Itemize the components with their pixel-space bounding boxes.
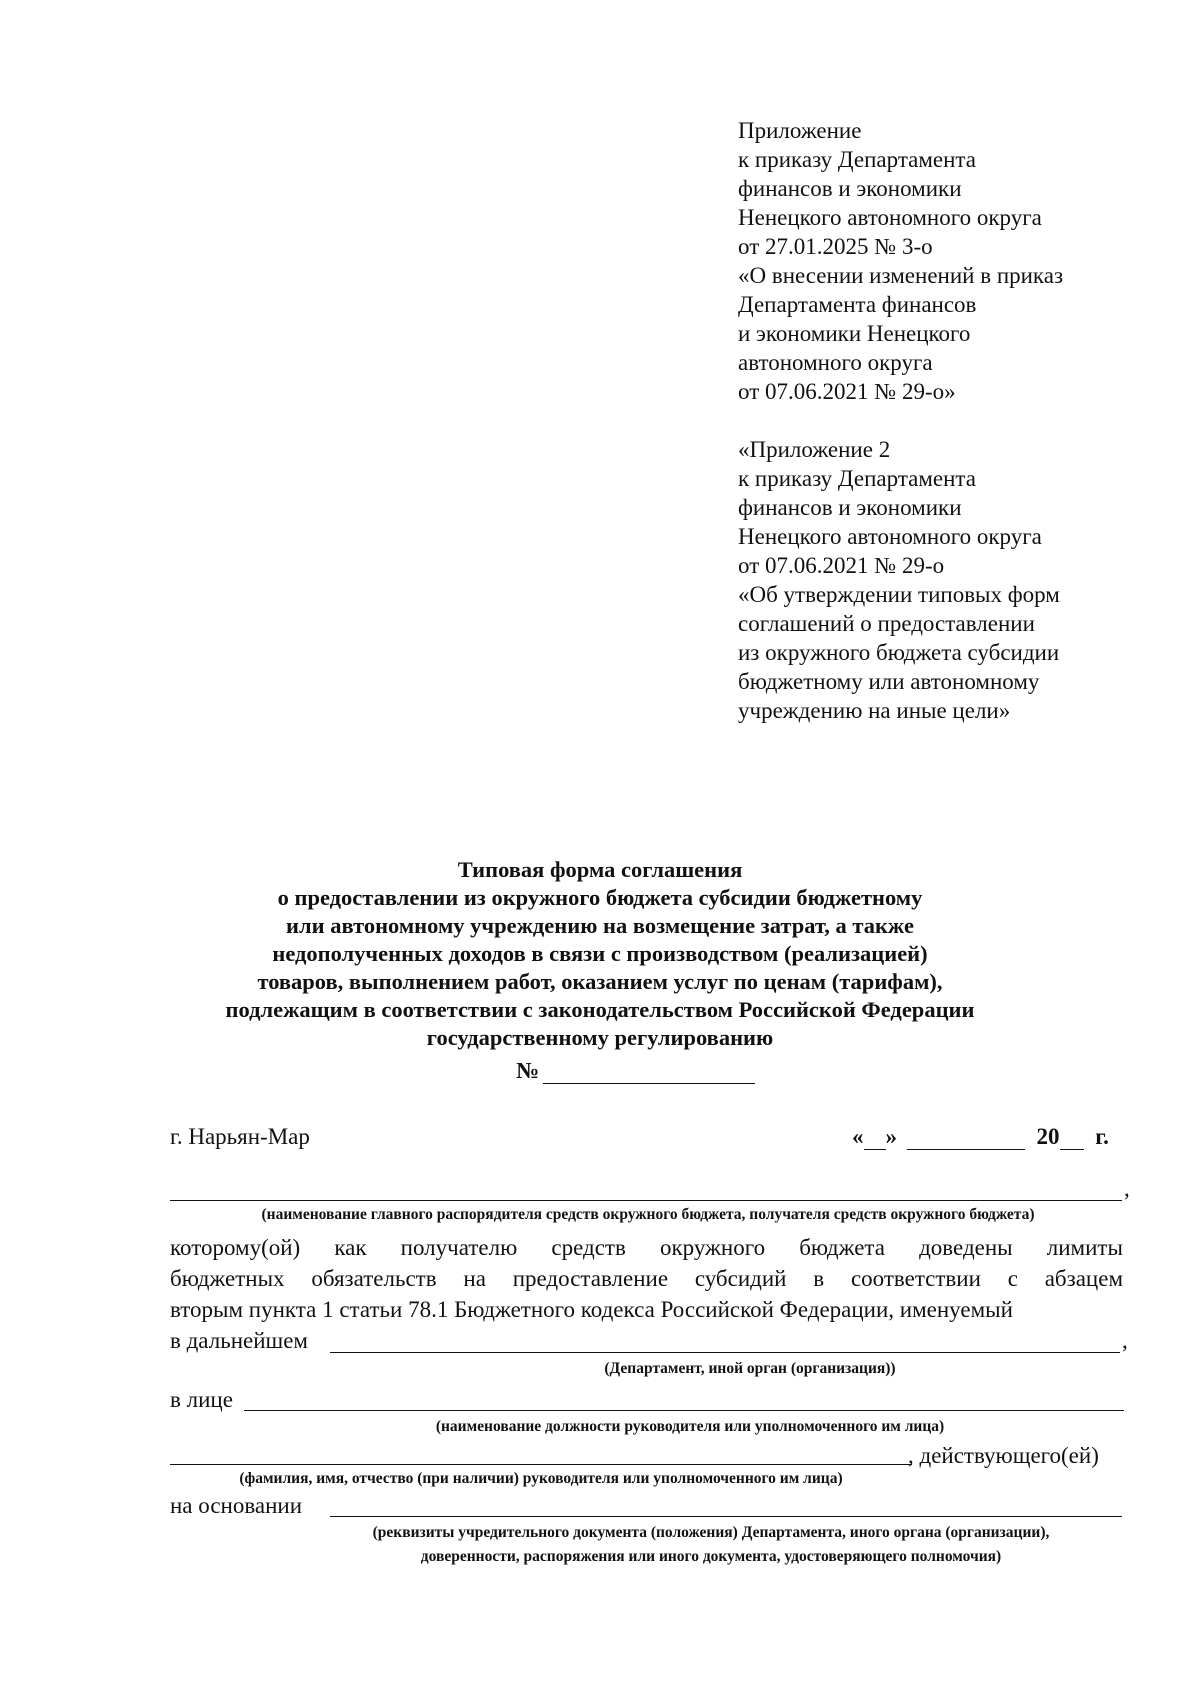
date-open-quote: « <box>852 1124 864 1149</box>
appendix-line: финансов и экономики <box>738 176 962 201</box>
appendix2-line: «Об утверждении типовых форм <box>738 582 1060 607</box>
date-line <box>852 1124 1109 1150</box>
title-line: Типовая форма соглашения <box>457 857 743 882</box>
basis-label: на основании <box>170 1493 303 1518</box>
appendix-reference <box>738 116 1168 725</box>
fullname-blank <box>170 1464 912 1465</box>
place: г. Нарьян-Мар <box>170 1124 310 1149</box>
title-line: товаров, выполнением работ, оказанием услуг по ценам (тарифам), <box>257 969 943 994</box>
appendix-line: к приказу Департамента <box>738 147 976 172</box>
appendix-line: Департамента финансов <box>738 292 977 317</box>
date-close-quote: » <box>885 1124 897 1149</box>
paragraph-1 <box>170 1232 1123 1356</box>
year-suffix: г. <box>1095 1124 1109 1149</box>
document-title <box>150 856 1050 1052</box>
appendix2-line: финансов и экономики <box>738 495 962 520</box>
appendix2-line: «Приложение 2 <box>738 437 891 462</box>
title-line: подлежащим в соответствии с законодательством Российской Федерации <box>225 997 975 1022</box>
year-prefix: 20 <box>1036 1124 1060 1149</box>
in-person-label: в лице <box>170 1387 233 1412</box>
appendix2-line: Ненецкого автономного округа <box>738 524 1042 549</box>
appendix-line: от 27.01.2025 № 3-о <box>738 234 933 259</box>
appendix-line: и экономики Ненецкого <box>738 321 971 346</box>
acting-label: , действующего(ей) <box>908 1443 1099 1468</box>
number-blank <box>543 1061 755 1084</box>
paragraph-line: бюджетных обязательств на предоставление субсидий в соответствии с абзацем <box>170 1266 1123 1291</box>
appendix2-line: соглашений о предоставлении <box>738 611 1035 636</box>
agreement-number <box>516 1058 755 1084</box>
appendix2-line: из окружного бюджета субсидии <box>738 640 1060 665</box>
month-blank <box>907 1129 1025 1150</box>
appendix-line: от 07.06.2021 № 29-о» <box>738 379 956 404</box>
appendix-line: автономного округа <box>738 350 933 375</box>
basis-blank <box>330 1516 1122 1517</box>
title-line: или автономному учреждению на возмещение затрат, а также <box>286 913 914 938</box>
paragraph-line: которому(ой) как получателю средств окружного бюджета доведены лимиты <box>170 1235 1123 1260</box>
department-caption: (Департамент, иной орган (организация)) <box>604 1360 896 1377</box>
appendix2-line: к приказу Департамента <box>738 466 976 491</box>
position-blank <box>244 1410 1124 1411</box>
number-label: № <box>516 1058 540 1083</box>
title-line: о предоставлении из окружного бюджета субсидии бюджетному <box>277 885 923 910</box>
basis-caption-2: доверенности, распоряжения или иного документа, удостоверяющего полномочия) <box>420 1548 1002 1565</box>
basis-caption-1: (реквизиты учредительного документа (положения) Департамента, иного органа (организации), <box>372 1524 1050 1541</box>
document-page: Приложение к приказу Департамента финансов и экономики Ненецкого автономного округа от 27.01.2025 № 3-о «О внесении изменений в приказ Департамента финансов и экономики Ненецкого автономного округа от 07.06.2021 № 29-о» «Приложение 2 к приказу Департамента финансов и экономики Ненецкого автономного округа от 07.06.2021 № 29-о «Об утверждении типовых форм соглашений о предоставлении из окружного бюджета субсидии бюджетному или автономному учреждению на иные цели» Типовая форма соглашения о предоставлении из окружного бюджета субсидии бюджетному или автономному учреждению на возмещение затрат, а также недополученных доходов в связи с производством (реализацией) товаров, выполнением работ, оказанием услуг по ценам (тарифам), подлежащим в соответствии с законодательством Российской Федерации государственному регулированию № г. Нарьян-Мар « » 20 г. , (наименование главного распорядителя средств окружного бюджета, получателя средств окружного бюджета) которому(ой) как получателю средств окружного бюджета доведены лимиты бюджетных обязательств на предоставление субсидий в соответствии с абзацем вторым пункта 1 статьи 78.1 Бюджетного кодекса Российской Федерации, именуемый в дальнейшем , (Департамент, иной орган (организация)) в лице (наименование должности руководителя или уполномоченного им лица) , действующего(ей) (фамилия, имя, отчество (при наличии) руководителя или уполномоченного им лица) на основании (реквизиты учредительного документа (положения) Департамента, иного органа (организации), доверенности, распоряжения или иного документа, удостоверяющего полномочия) <box>0 0 1200 1698</box>
fullname-caption: (фамилия, имя, отчество (при наличии) руководителя или уполномоченного им лица) <box>239 1470 843 1487</box>
paragraph-line: в дальнейшем <box>170 1328 308 1353</box>
appendix-line: «О внесении изменений в приказ <box>738 263 1064 288</box>
title-line: недополученных доходов в связи с производством (реализацией) <box>272 941 928 966</box>
appendix2-line: от 07.06.2021 № 29-о <box>738 553 945 578</box>
appendix-line: Ненецкого автономного округа <box>738 205 1042 230</box>
position-caption: (наименование должности руководителя или уполномоченного им лица) <box>435 1418 945 1435</box>
department-blank <box>330 1352 1120 1353</box>
day-blank <box>864 1129 886 1150</box>
appendix2-line: бюджетному или автономному <box>738 669 1040 694</box>
title-line: государственному регулированию <box>426 1025 774 1050</box>
year-blank <box>1060 1129 1084 1150</box>
grantor-caption: (наименование главного распорядителя средств окружного бюджета, получателя средств окружного бюджета) <box>261 1206 1035 1223</box>
appendix-line: Приложение <box>738 118 862 143</box>
grantor-blank <box>170 1200 1122 1201</box>
appendix2-line: учреждению на иные цели» <box>738 698 1011 723</box>
paragraph-line: вторым пункта 1 статьи 78.1 Бюджетного кодекса Российской Федерации, именуемый <box>170 1297 1013 1322</box>
